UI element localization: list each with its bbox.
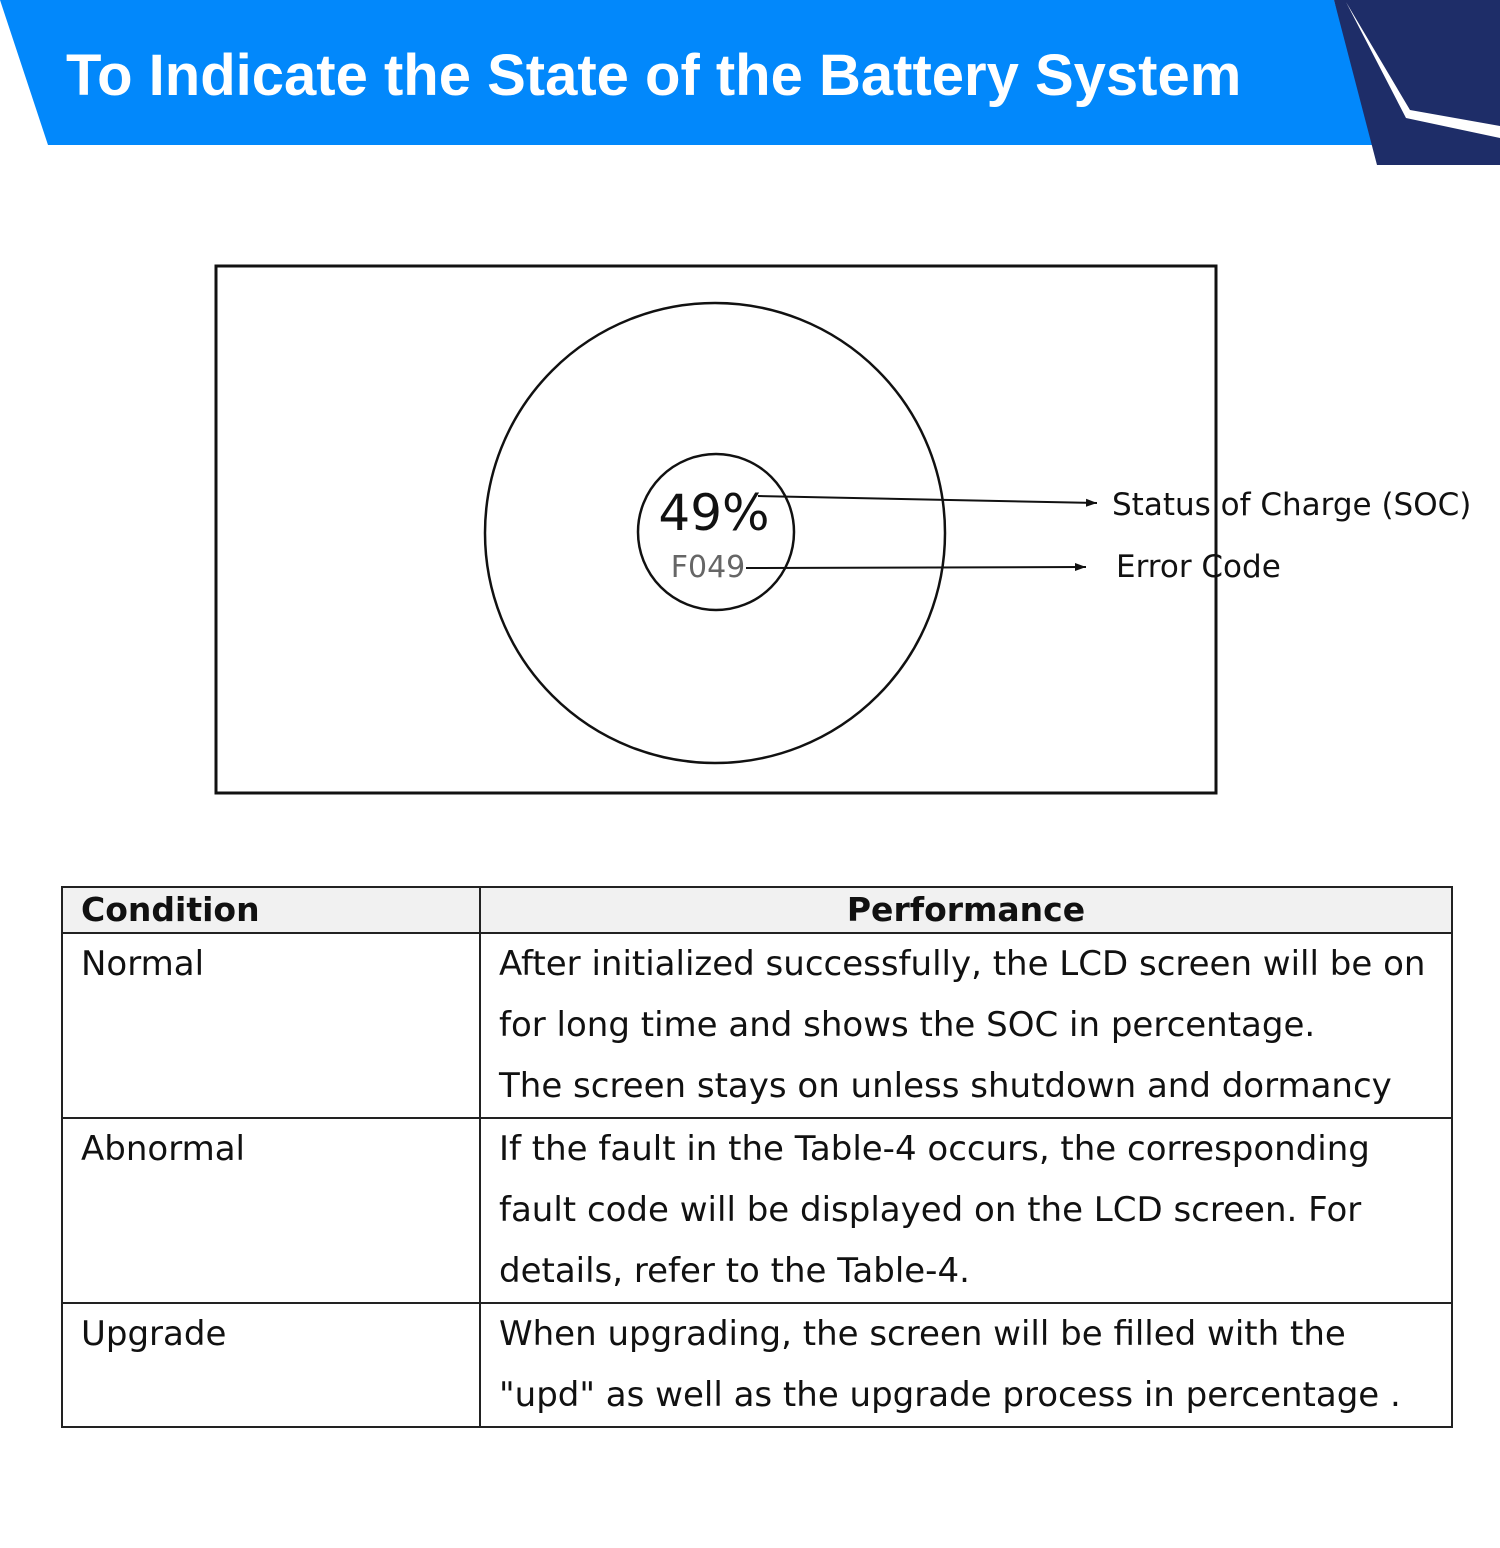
performance-cell [480,1303,1452,1427]
condition-cell [62,1303,480,1427]
table-header-row [62,887,1452,933]
error-code-pointer-line [746,567,1086,568]
condition-performance-table [61,886,1453,1428]
table-row [62,1303,1452,1427]
soc-value: 49% [658,484,770,542]
page-title: To Indicate the State of the Battery System [66,43,1242,108]
soc-label: Status of Charge (SOC) [1112,487,1472,523]
performance-line: details, refer to the Table-4. [499,1251,970,1291]
condition-cell [62,1118,480,1303]
performance-cell [480,933,1452,1118]
condition-cell [62,933,480,1118]
soc-pointer-line [758,496,1097,503]
performance-line: for long time and shows the SOC in percentage. [499,1005,1316,1045]
performance-line: After initialized successfully, the LCD screen will be on [499,944,1426,984]
table-row [62,933,1452,1118]
header-condition: Condition [62,887,480,933]
error-code-label: Error Code [1116,549,1281,585]
performance-line: The screen stays on unless shutdown and dormancy [499,1066,1392,1106]
condition-text: Abnormal [81,1129,245,1169]
header-performance: Performance [480,887,1452,933]
performance-line: If the fault in the Table-4 occurs, the corresponding [499,1129,1370,1169]
performance-line: fault code will be displayed on the LCD screen. For [499,1190,1362,1230]
performance-line: When upgrading, the screen will be filled with the [499,1314,1346,1354]
performance-cell [480,1118,1452,1303]
condition-text: Upgrade [81,1314,227,1354]
condition-text: Normal [81,944,205,984]
error-code-value: F049 [670,550,746,585]
table-row [62,1118,1452,1303]
performance-line: "upd" as well as the upgrade process in percentage . [499,1375,1401,1415]
